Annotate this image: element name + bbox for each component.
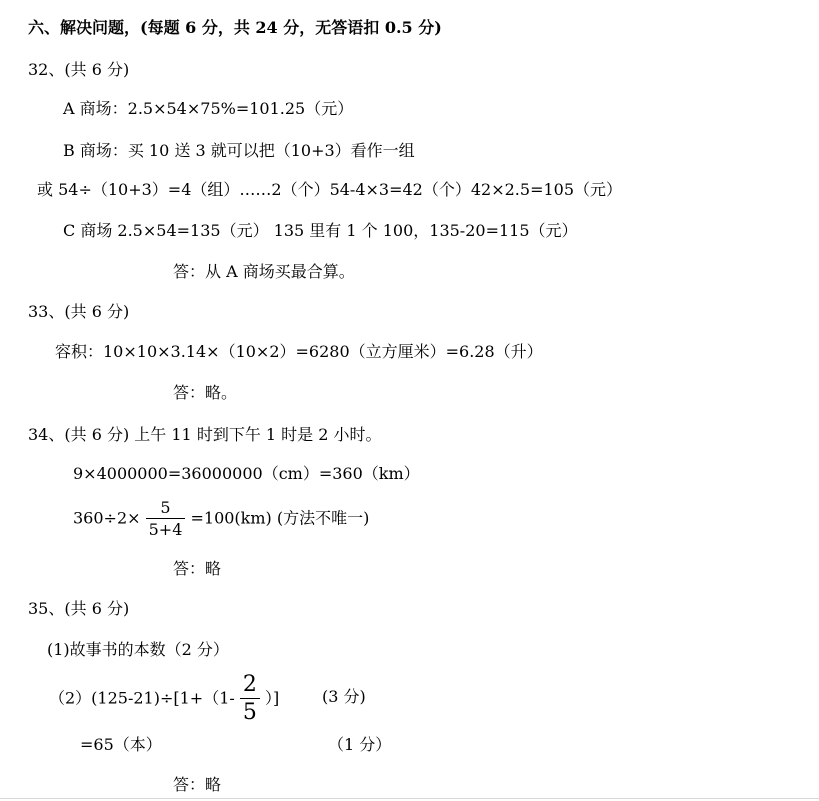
bottom-divider [0,798,819,799]
q35-line-2 [49,674,279,724]
q35-line-2-prefix: （2）(125-21)÷[1+（1- [49,688,235,708]
q35-line-3: =65（本） [80,735,162,754]
q35-line-2-score: (3 分) [322,687,366,706]
section-heading: 六、解决问题，(每题 6 分，共 24 分，无答语扣 0.5 分) [28,18,442,37]
q34-line-2-suffix: =100(km) (方法不唯一) [190,508,370,528]
q33-line-1: 容积：10×10×3.14×（10×2）=6280（立方厘米）=6.28（升） [55,342,543,361]
q35-fraction-numerator: 2 [240,674,260,699]
q35-fraction [240,674,260,724]
q35-line-2-suffix: ）] [264,688,280,708]
q35-line-3-score: （1 分） [328,735,392,754]
q35-line-1: (1)故事书的本数（2 分） [47,640,229,659]
q35-answer: 答：略 [173,775,222,794]
q32-answer: 答：从 A 商场买最合算。 [173,262,355,281]
q32-line-b2: 或 54÷（10+3）=4（组）……2（个）54-4×3=42（个）42×2.5=105（元） [37,180,623,199]
q32-line-a: A 商场：2.5×54×75%=101.25（元） [63,99,354,118]
q35-fraction-denominator: 5 [242,700,257,725]
question-35-title: 35、(共 6 分) [28,599,130,618]
q32-line-c: C 商场 2.5×54=135（元） 135 里有 1 个 100，135-20=115（元） [63,221,578,240]
q34-line-1: 9×4000000=36000000（cm）=360（km） [73,464,420,483]
q34-line-2-prefix: 360÷2× [73,508,141,528]
q34-fraction-denominator: 5+4 [148,520,183,539]
question-34-title: 34、(共 6 分) 上午 11 时到下午 1 时是 2 小时。 [28,425,382,444]
question-32-title: 32、(共 6 分) [28,60,130,79]
q34-answer: 答：略 [173,559,222,578]
q32-line-b: B 商场：买 10 送 3 就可以把（10+3）看作一组 [63,141,415,160]
question-33-title: 33、(共 6 分) [28,302,130,321]
q34-line-2 [73,500,369,538]
q34-fraction-numerator: 5 [146,500,186,519]
q33-answer: 答：略。 [173,383,238,402]
q34-fraction [146,500,186,538]
